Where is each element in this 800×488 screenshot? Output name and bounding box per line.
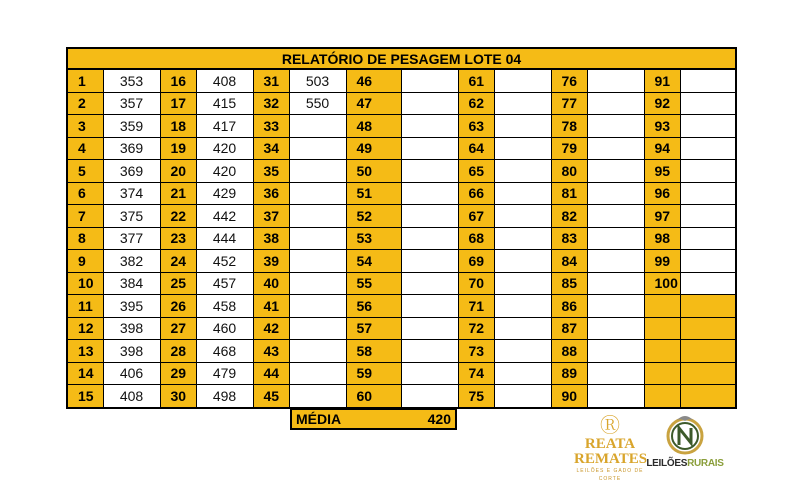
leiloes-rurais-wordmark: LEILÕESRURAIS xyxy=(646,458,724,469)
weight-value-cell: 375 xyxy=(103,205,160,228)
weight-value-cell xyxy=(494,295,551,318)
lot-number-cell: 26 xyxy=(160,295,196,318)
weight-value-cell xyxy=(401,272,458,295)
lot-number-cell: 85 xyxy=(551,272,587,295)
weight-value-cell: 382 xyxy=(103,250,160,273)
weight-value-cell xyxy=(680,227,736,250)
table-row xyxy=(67,340,736,363)
lot-number-cell: 72 xyxy=(458,317,494,340)
lot-number-cell: 98 xyxy=(644,227,680,250)
weight-value-cell xyxy=(401,115,458,138)
weight-value-cell xyxy=(401,137,458,160)
lot-number-cell: 56 xyxy=(346,295,401,318)
lot-number-cell: 70 xyxy=(458,272,494,295)
lot-number-cell: 48 xyxy=(346,115,401,138)
lot-number-cell: 71 xyxy=(458,295,494,318)
weight-value-cell xyxy=(401,250,458,273)
table-row xyxy=(67,227,736,250)
lot-number-cell: 81 xyxy=(551,182,587,205)
lot-number-cell: 45 xyxy=(253,385,289,408)
weight-value-cell xyxy=(401,182,458,205)
lot-number-cell: 34 xyxy=(253,137,289,160)
lot-number-cell: 100 xyxy=(644,272,680,295)
lot-number-cell: 3 xyxy=(67,115,103,138)
weight-value-cell: 458 xyxy=(196,295,253,318)
weight-value-cell xyxy=(587,385,644,408)
lot-number-cell: 84 xyxy=(551,250,587,273)
lot-number-cell: 99 xyxy=(644,250,680,273)
reata-logo-line1: REATA xyxy=(584,436,636,452)
lot-number-cell: 75 xyxy=(458,385,494,408)
lot-number-cell: 97 xyxy=(644,205,680,228)
weight-value-cell xyxy=(587,115,644,138)
lot-number-cell: 51 xyxy=(346,182,401,205)
lot-number-cell: 7 xyxy=(67,205,103,228)
weight-value-cell: 357 xyxy=(103,92,160,115)
weight-value-cell: 457 xyxy=(196,272,253,295)
lot-number-cell: 24 xyxy=(160,250,196,273)
weight-value-cell xyxy=(680,272,736,295)
weight-value-cell xyxy=(587,227,644,250)
lot-number-cell: 76 xyxy=(551,69,587,92)
lot-number-cell: 13 xyxy=(67,340,103,363)
lot-number-cell: 28 xyxy=(160,340,196,363)
lot-number-cell: 18 xyxy=(160,115,196,138)
lot-number-cell: 60 xyxy=(346,385,401,408)
lot-number-cell: 15 xyxy=(67,385,103,408)
weight-value-cell xyxy=(680,295,736,318)
weight-value-cell xyxy=(587,160,644,183)
lot-number-cell: 80 xyxy=(551,160,587,183)
reata-remates-logo xyxy=(574,415,646,483)
weight-value-cell: 503 xyxy=(289,69,346,92)
weight-value-cell xyxy=(401,205,458,228)
lot-number-cell: 69 xyxy=(458,250,494,273)
weight-value-cell: 415 xyxy=(196,92,253,115)
lot-number-cell: 33 xyxy=(253,115,289,138)
weight-value-cell xyxy=(494,137,551,160)
lot-number-cell: 36 xyxy=(253,182,289,205)
lot-number-cell: 61 xyxy=(458,69,494,92)
average-box xyxy=(290,408,457,430)
lot-number-cell: 87 xyxy=(551,317,587,340)
weight-value-cell xyxy=(289,205,346,228)
lot-number-cell: 62 xyxy=(458,92,494,115)
weight-value-cell xyxy=(289,295,346,318)
lot-number-cell: 74 xyxy=(458,362,494,385)
table-row xyxy=(67,272,736,295)
lot-number-cell: 82 xyxy=(551,205,587,228)
lot-number-cell xyxy=(644,385,680,408)
lot-number-cell: 25 xyxy=(160,272,196,295)
weight-value-cell xyxy=(587,250,644,273)
lot-number-cell: 64 xyxy=(458,137,494,160)
lot-number-cell: 92 xyxy=(644,92,680,115)
lot-number-cell: 78 xyxy=(551,115,587,138)
lot-number-cell: 21 xyxy=(160,182,196,205)
weight-value-cell xyxy=(494,227,551,250)
lot-number-cell: 59 xyxy=(346,362,401,385)
lot-number-cell: 95 xyxy=(644,160,680,183)
weight-value-cell xyxy=(401,92,458,115)
lot-number-cell: 54 xyxy=(346,250,401,273)
leiloes-rurais-logo xyxy=(645,412,725,469)
lot-number-cell: 6 xyxy=(67,182,103,205)
lot-number-cell: 63 xyxy=(458,115,494,138)
weight-value-cell xyxy=(289,160,346,183)
lot-number-cell: 29 xyxy=(160,362,196,385)
weight-value-cell xyxy=(494,205,551,228)
lot-number-cell xyxy=(644,340,680,363)
lot-number-cell: 55 xyxy=(346,272,401,295)
reata-r-icon: Ⓡ xyxy=(600,415,620,437)
lot-number-cell: 1 xyxy=(67,69,103,92)
table-row xyxy=(67,362,736,385)
weight-value-cell xyxy=(401,317,458,340)
table-row xyxy=(67,182,736,205)
lot-number-cell: 53 xyxy=(346,227,401,250)
weight-value-cell xyxy=(680,340,736,363)
lot-number-cell: 17 xyxy=(160,92,196,115)
weight-value-cell xyxy=(401,227,458,250)
lot-number-cell: 66 xyxy=(458,182,494,205)
weight-value-cell xyxy=(680,115,736,138)
weight-value-cell: 498 xyxy=(196,385,253,408)
weight-value-cell xyxy=(587,362,644,385)
lot-number-cell: 11 xyxy=(67,295,103,318)
lot-number-cell: 44 xyxy=(253,362,289,385)
weight-value-cell xyxy=(680,160,736,183)
lot-number-cell: 32 xyxy=(253,92,289,115)
weight-value-cell xyxy=(289,182,346,205)
table-row xyxy=(67,317,736,340)
weight-value-cell: 369 xyxy=(103,160,160,183)
weight-value-cell: 444 xyxy=(196,227,253,250)
weight-value-cell xyxy=(494,272,551,295)
weight-value-cell: 377 xyxy=(103,227,160,250)
lot-number-cell: 43 xyxy=(253,340,289,363)
lot-number-cell: 77 xyxy=(551,92,587,115)
weight-value-cell xyxy=(494,362,551,385)
lot-number-cell: 30 xyxy=(160,385,196,408)
lot-number-cell: 23 xyxy=(160,227,196,250)
weight-value-cell xyxy=(401,362,458,385)
weight-value-cell xyxy=(680,69,736,92)
weight-value-cell xyxy=(680,205,736,228)
table-row xyxy=(67,115,736,138)
weight-value-cell xyxy=(680,92,736,115)
average-label: MÉDIA xyxy=(296,411,342,427)
lot-number-cell: 47 xyxy=(346,92,401,115)
weight-value-cell xyxy=(494,115,551,138)
weight-value-cell: 398 xyxy=(103,317,160,340)
weight-value-cell xyxy=(289,227,346,250)
lot-number-cell: 8 xyxy=(67,227,103,250)
lot-number-cell: 79 xyxy=(551,137,587,160)
table-row xyxy=(67,295,736,318)
weight-value-cell xyxy=(680,362,736,385)
weight-value-cell: 417 xyxy=(196,115,253,138)
table-row xyxy=(67,160,736,183)
weight-value-cell: 359 xyxy=(103,115,160,138)
lot-number-cell: 73 xyxy=(458,340,494,363)
weight-value-cell: 398 xyxy=(103,340,160,363)
lot-number-cell: 2 xyxy=(67,92,103,115)
weight-value-cell: 408 xyxy=(103,385,160,408)
weight-value-cell xyxy=(494,385,551,408)
lot-number-cell: 49 xyxy=(346,137,401,160)
lot-number-cell: 10 xyxy=(67,272,103,295)
weight-value-cell: 452 xyxy=(196,250,253,273)
weight-value-cell xyxy=(494,250,551,273)
lot-number-cell: 86 xyxy=(551,295,587,318)
weight-value-cell xyxy=(289,115,346,138)
lot-number-cell: 22 xyxy=(160,205,196,228)
table-row xyxy=(67,92,736,115)
lot-number-cell: 68 xyxy=(458,227,494,250)
lot-number-cell: 90 xyxy=(551,385,587,408)
lot-number-cell xyxy=(644,362,680,385)
weight-value-cell xyxy=(587,295,644,318)
weight-value-cell: 429 xyxy=(196,182,253,205)
lot-number-cell: 89 xyxy=(551,362,587,385)
weight-value-cell xyxy=(680,182,736,205)
table-row xyxy=(67,69,736,92)
lot-number-cell: 39 xyxy=(253,250,289,273)
average-value: 420 xyxy=(427,411,451,427)
lot-number-cell: 52 xyxy=(346,205,401,228)
weight-value-cell xyxy=(494,92,551,115)
weight-value-cell xyxy=(494,340,551,363)
report-title: RELATÓRIO DE PESAGEM LOTE 04 xyxy=(67,48,736,69)
weight-value-cell xyxy=(401,160,458,183)
lot-number-cell: 31 xyxy=(253,69,289,92)
weight-value-cell: 384 xyxy=(103,272,160,295)
weight-value-cell: 468 xyxy=(196,340,253,363)
lot-number-cell: 94 xyxy=(644,137,680,160)
weight-value-cell xyxy=(587,92,644,115)
weight-value-cell xyxy=(680,250,736,273)
weighing-report-table xyxy=(66,47,737,409)
reata-logo-line2: REMATES xyxy=(574,451,648,467)
weight-value-cell: 408 xyxy=(196,69,253,92)
lot-number-cell xyxy=(644,295,680,318)
weight-value-cell xyxy=(587,205,644,228)
weight-value-cell xyxy=(289,137,346,160)
weight-value-cell: 442 xyxy=(196,205,253,228)
weight-value-cell xyxy=(289,340,346,363)
weight-value-cell xyxy=(401,340,458,363)
lot-number-cell: 96 xyxy=(644,182,680,205)
weight-value-cell xyxy=(680,385,736,408)
weight-value-cell xyxy=(494,160,551,183)
weight-value-cell xyxy=(587,340,644,363)
lot-number-cell: 16 xyxy=(160,69,196,92)
lot-number-cell: 93 xyxy=(644,115,680,138)
weight-value-cell xyxy=(587,317,644,340)
lot-number-cell: 35 xyxy=(253,160,289,183)
lot-number-cell: 50 xyxy=(346,160,401,183)
weight-value-cell xyxy=(587,272,644,295)
weight-value-cell xyxy=(680,137,736,160)
lot-number-cell xyxy=(644,317,680,340)
lot-number-cell: 46 xyxy=(346,69,401,92)
weight-value-cell xyxy=(289,385,346,408)
weight-value-cell: 369 xyxy=(103,137,160,160)
weight-value-cell xyxy=(494,182,551,205)
weight-value-cell xyxy=(401,295,458,318)
lot-number-cell: 4 xyxy=(67,137,103,160)
weight-value-cell: 460 xyxy=(196,317,253,340)
weight-value-cell xyxy=(401,69,458,92)
lot-number-cell: 91 xyxy=(644,69,680,92)
lot-number-cell: 41 xyxy=(253,295,289,318)
weight-value-cell xyxy=(289,362,346,385)
lot-number-cell: 67 xyxy=(458,205,494,228)
weight-value-cell xyxy=(587,137,644,160)
weight-value-cell xyxy=(289,317,346,340)
lot-number-cell: 42 xyxy=(253,317,289,340)
weight-value-cell xyxy=(289,250,346,273)
weight-value-cell: 374 xyxy=(103,182,160,205)
weight-value-cell xyxy=(401,385,458,408)
table-row xyxy=(67,250,736,273)
weight-value-cell xyxy=(680,317,736,340)
reata-logo-tagline: LEILÕES E GADO DE CORTE xyxy=(576,468,644,482)
table-row xyxy=(67,385,736,408)
report-body xyxy=(67,69,736,408)
lot-number-cell: 83 xyxy=(551,227,587,250)
weight-value-cell: 420 xyxy=(196,160,253,183)
lot-number-cell: 20 xyxy=(160,160,196,183)
lot-number-cell: 65 xyxy=(458,160,494,183)
lot-number-cell: 12 xyxy=(67,317,103,340)
leiloes-rurais-emblem-icon xyxy=(663,412,707,456)
lot-number-cell: 27 xyxy=(160,317,196,340)
lot-number-cell: 40 xyxy=(253,272,289,295)
weight-value-cell xyxy=(587,182,644,205)
weight-value-cell: 353 xyxy=(103,69,160,92)
lot-number-cell: 58 xyxy=(346,340,401,363)
lot-number-cell: 5 xyxy=(67,160,103,183)
weight-value-cell: 420 xyxy=(196,137,253,160)
lot-number-cell: 14 xyxy=(67,362,103,385)
lot-number-cell: 57 xyxy=(346,317,401,340)
table-row xyxy=(67,205,736,228)
weight-value-cell: 406 xyxy=(103,362,160,385)
lot-number-cell: 19 xyxy=(160,137,196,160)
weight-value-cell xyxy=(289,272,346,295)
lot-number-cell: 88 xyxy=(551,340,587,363)
lot-number-cell: 9 xyxy=(67,250,103,273)
weight-value-cell xyxy=(587,69,644,92)
table-row xyxy=(67,137,736,160)
weight-value-cell: 550 xyxy=(289,92,346,115)
weight-value-cell xyxy=(494,69,551,92)
weight-value-cell: 395 xyxy=(103,295,160,318)
weight-value-cell: 479 xyxy=(196,362,253,385)
lot-number-cell: 38 xyxy=(253,227,289,250)
lot-number-cell: 37 xyxy=(253,205,289,228)
weight-value-cell xyxy=(494,317,551,340)
